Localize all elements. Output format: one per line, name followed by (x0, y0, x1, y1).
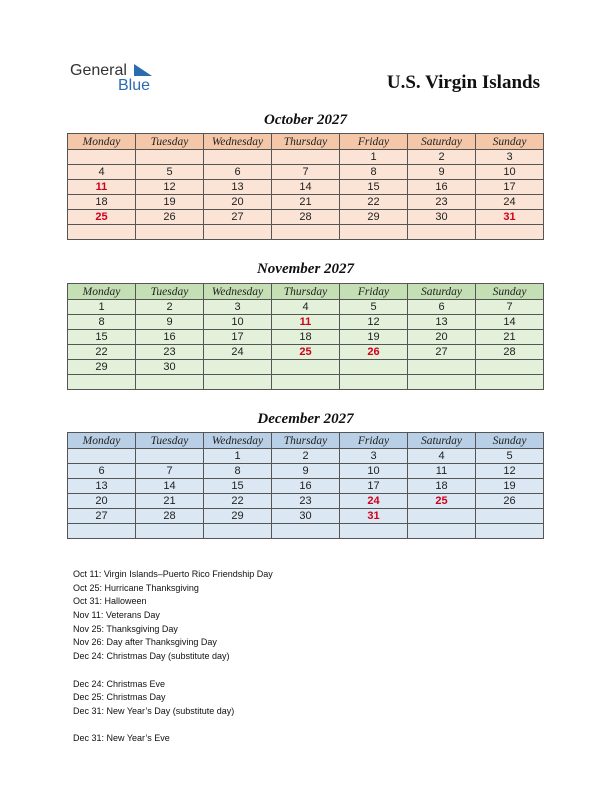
logo-blue-text: Blue (118, 77, 151, 94)
day-cell: 5 (136, 165, 204, 180)
day-cell: 9 (272, 464, 340, 479)
day-cell: 31 (340, 509, 408, 524)
holiday-item: Oct 11: Virgin Islands–Puerto Rico Friendship Day (73, 569, 273, 579)
day-cell: 11 (68, 180, 136, 195)
week-row (68, 449, 544, 464)
day-cell: 25 (68, 210, 136, 225)
day-cell (476, 360, 544, 375)
week-row (68, 330, 544, 345)
week-row (68, 375, 544, 390)
holiday-item: Oct 31: Halloween (73, 596, 147, 607)
weekday-header-row (68, 134, 544, 150)
holiday-item: Nov 11: Veterans Day (73, 610, 160, 621)
day-cell: 13 (204, 180, 272, 195)
day-cell: 4 (408, 449, 476, 464)
day-cell: 14 (476, 315, 544, 330)
weekday-header: Monday (68, 284, 136, 300)
day-cell: 27 (408, 345, 476, 360)
day-cell: 12 (136, 180, 204, 195)
week-row (68, 524, 544, 539)
day-cell: 29 (340, 210, 408, 225)
weekday-header: Saturday (408, 433, 476, 449)
day-cell: 10 (340, 464, 408, 479)
day-cell (408, 524, 476, 539)
day-cell: 1 (68, 300, 136, 315)
day-cell: 8 (68, 315, 136, 330)
holiday-spacer (73, 719, 273, 733)
weekday-header: Monday (68, 134, 136, 150)
day-cell: 12 (340, 315, 408, 330)
weekday-header: Saturday (408, 284, 476, 300)
day-cell: 21 (136, 494, 204, 509)
day-cell: 24 (204, 345, 272, 360)
day-cell: 24 (340, 494, 408, 509)
day-cell (340, 524, 408, 539)
day-cell: 16 (136, 330, 204, 345)
day-cell (136, 375, 204, 390)
country-title: U.S. Virgin Islands (386, 72, 540, 93)
day-cell: 18 (272, 330, 340, 345)
day-cell: 30 (408, 210, 476, 225)
day-cell: 28 (272, 210, 340, 225)
week-row (68, 494, 544, 509)
day-cell: 9 (136, 315, 204, 330)
day-cell: 19 (136, 195, 204, 210)
day-cell (272, 225, 340, 240)
calendar-november (67, 283, 544, 390)
weekday-header: Sunday (476, 433, 544, 449)
day-cell (272, 150, 340, 165)
day-cell: 29 (68, 360, 136, 375)
week-row (68, 165, 544, 180)
day-cell: 3 (340, 449, 408, 464)
day-cell: 25 (272, 345, 340, 360)
day-cell: 5 (340, 300, 408, 315)
day-cell: 15 (204, 479, 272, 494)
day-cell (68, 524, 136, 539)
holiday-spacer (73, 664, 273, 678)
day-cell (204, 524, 272, 539)
day-cell: 10 (204, 315, 272, 330)
day-cell (204, 360, 272, 375)
day-cell: 7 (272, 165, 340, 180)
weekday-header-row (68, 284, 544, 300)
day-cell (340, 360, 408, 375)
day-cell (136, 524, 204, 539)
weekday-header: Sunday (476, 284, 544, 300)
day-cell: 17 (476, 180, 544, 195)
day-cell: 28 (136, 509, 204, 524)
day-cell: 31 (476, 210, 544, 225)
weekday-header: Tuesday (136, 433, 204, 449)
holiday-item: Dec 31: New Year’s Eve (73, 733, 170, 744)
week-row (68, 210, 544, 225)
day-cell (68, 375, 136, 390)
holiday-item: Dec 24: Christmas Day (substitute day) (73, 651, 230, 662)
day-cell (136, 449, 204, 464)
day-cell: 9 (408, 165, 476, 180)
day-cell: 14 (136, 479, 204, 494)
day-cell: 26 (136, 210, 204, 225)
month-title-november: November 2027 (256, 261, 355, 277)
weekday-header: Sunday (476, 134, 544, 150)
day-cell (408, 225, 476, 240)
day-cell: 12 (476, 464, 544, 479)
day-cell (204, 375, 272, 390)
weekday-header: Wednesday (204, 433, 272, 449)
day-cell (68, 449, 136, 464)
holiday-item: Oct 25: Hurricane Thanksgiving (73, 582, 199, 593)
day-cell: 7 (136, 464, 204, 479)
weekday-header: Tuesday (136, 284, 204, 300)
week-row (68, 509, 544, 524)
day-cell: 20 (68, 494, 136, 509)
week-row (68, 150, 544, 165)
month-title-december: December 2027 (257, 411, 354, 427)
day-cell: 27 (204, 210, 272, 225)
day-cell: 20 (408, 330, 476, 345)
day-cell: 6 (204, 165, 272, 180)
day-cell (136, 150, 204, 165)
day-cell: 21 (272, 195, 340, 210)
week-row (68, 225, 544, 240)
week-row (68, 315, 544, 330)
day-cell: 17 (204, 330, 272, 345)
day-cell: 6 (408, 300, 476, 315)
day-cell: 3 (204, 300, 272, 315)
day-cell: 4 (68, 165, 136, 180)
week-row (68, 464, 544, 479)
day-cell: 2 (136, 300, 204, 315)
logo-general-text: General (70, 62, 127, 79)
day-cell: 20 (204, 195, 272, 210)
day-cell: 26 (476, 494, 544, 509)
holiday-list (73, 568, 273, 746)
weekday-header: Thursday (272, 134, 340, 150)
day-cell (476, 225, 544, 240)
day-cell: 19 (340, 330, 408, 345)
day-cell: 1 (204, 449, 272, 464)
weekday-header: Friday (340, 284, 408, 300)
holiday-item: Nov 26: Day after Thanksgiving Day (73, 637, 217, 648)
day-cell (340, 375, 408, 390)
day-cell (408, 360, 476, 375)
weekday-header: Saturday (408, 134, 476, 150)
day-cell (272, 360, 340, 375)
day-cell (204, 150, 272, 165)
day-cell: 23 (136, 345, 204, 360)
week-row (68, 180, 544, 195)
day-cell: 30 (136, 360, 204, 375)
weekday-header: Thursday (272, 284, 340, 300)
day-cell: 15 (68, 330, 136, 345)
week-row (68, 345, 544, 360)
day-cell: 3 (476, 150, 544, 165)
day-cell: 18 (68, 195, 136, 210)
day-cell: 22 (204, 494, 272, 509)
day-cell (204, 225, 272, 240)
day-cell: 4 (272, 300, 340, 315)
day-cell: 8 (204, 464, 272, 479)
week-row (68, 360, 544, 375)
day-cell: 18 (408, 479, 476, 494)
day-cell: 16 (272, 479, 340, 494)
holiday-item: Nov 25: Thanksgiving Day (73, 623, 178, 634)
day-cell: 22 (340, 195, 408, 210)
weekday-header: Wednesday (204, 134, 272, 150)
day-cell (408, 375, 476, 390)
day-cell: 25 (408, 494, 476, 509)
holiday-item: Dec 31: New Year’s Day (substitute day) (73, 705, 235, 716)
day-cell: 30 (272, 509, 340, 524)
weekday-header-row (68, 433, 544, 449)
day-cell: 19 (476, 479, 544, 494)
day-cell: 2 (272, 449, 340, 464)
day-cell: 23 (408, 195, 476, 210)
day-cell: 26 (340, 345, 408, 360)
day-cell: 14 (272, 180, 340, 195)
logo (70, 62, 160, 96)
day-cell: 11 (272, 315, 340, 330)
day-cell (476, 509, 544, 524)
holiday-item: Dec 25: Christmas Day (73, 692, 166, 703)
calendar-october (67, 133, 544, 240)
day-cell (68, 150, 136, 165)
calendar-december (67, 432, 544, 539)
day-cell: 1 (340, 150, 408, 165)
day-cell (476, 375, 544, 390)
day-cell: 22 (68, 345, 136, 360)
day-cell: 5 (476, 449, 544, 464)
weekday-header: Tuesday (136, 134, 204, 150)
month-title-october: October 2027 (264, 112, 347, 128)
day-cell (68, 225, 136, 240)
day-cell (272, 524, 340, 539)
day-cell (476, 524, 544, 539)
day-cell: 17 (340, 479, 408, 494)
logo-triangle-icon (134, 64, 154, 78)
day-cell: 13 (68, 479, 136, 494)
day-cell: 11 (408, 464, 476, 479)
day-cell: 13 (408, 315, 476, 330)
day-cell: 16 (408, 180, 476, 195)
day-cell: 15 (340, 180, 408, 195)
day-cell: 24 (476, 195, 544, 210)
day-cell: 6 (68, 464, 136, 479)
holiday-item: Dec 24: Christmas Eve (73, 678, 166, 689)
weekday-header: Friday (340, 134, 408, 150)
week-row (68, 479, 544, 494)
day-cell: 21 (476, 330, 544, 345)
weekday-header: Wednesday (204, 284, 272, 300)
day-cell: 8 (340, 165, 408, 180)
day-cell: 2 (408, 150, 476, 165)
day-cell: 27 (68, 509, 136, 524)
day-cell (408, 509, 476, 524)
day-cell (272, 375, 340, 390)
weekday-header: Friday (340, 433, 408, 449)
weekday-header: Thursday (272, 433, 340, 449)
week-row (68, 195, 544, 210)
day-cell (340, 225, 408, 240)
week-row (68, 300, 544, 315)
day-cell: 23 (272, 494, 340, 509)
day-cell: 29 (204, 509, 272, 524)
day-cell: 7 (476, 300, 544, 315)
day-cell: 10 (476, 165, 544, 180)
day-cell (136, 225, 204, 240)
weekday-header: Monday (68, 433, 136, 449)
day-cell: 28 (476, 345, 544, 360)
